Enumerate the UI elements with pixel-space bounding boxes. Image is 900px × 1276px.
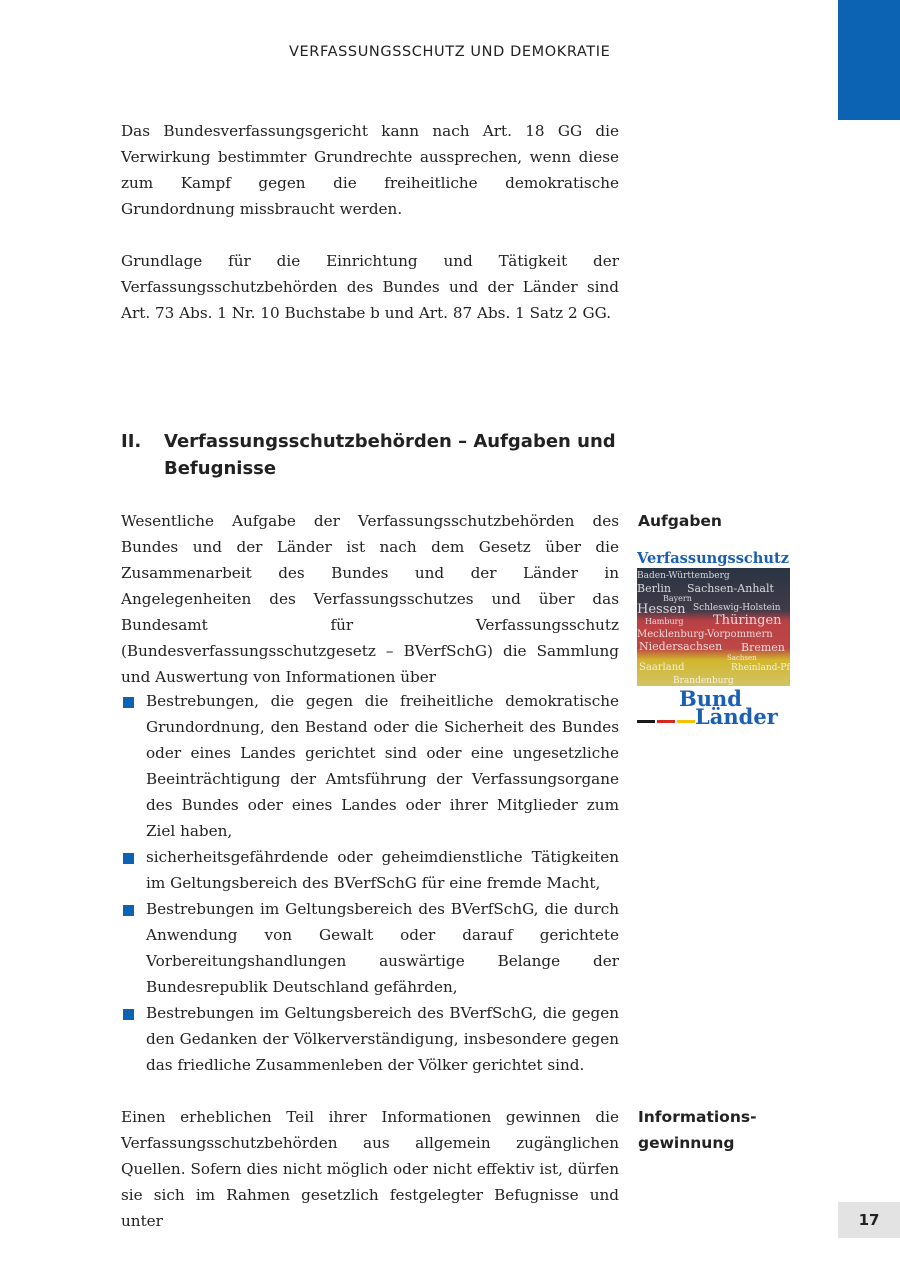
logo-state-label: Hamburg [645,617,684,626]
logo-state-label: Sachsen [727,654,757,662]
margin-note-informationsgewinnung [638,1104,757,1156]
logo-state-label: Bayern [663,594,692,603]
chapter-color-tab [838,0,900,120]
logo-stripe-red [657,720,675,723]
logo-laender: Länder [695,704,778,729]
list-item [121,1000,619,1078]
verfassungsschutz-logo [635,548,803,730]
logo-state-label: Berlin [637,582,671,595]
running-header: VERFASSUNGSSCHUTZ UND DEMOKRATIE [289,44,611,60]
list-item-text: Bestrebungen im Geltungsbereich des BVerfSchG, die gegen den Gedanken der Völkerverständigung, insbesondere gegen das friedliche Zusammenleben der Völker gerichtet sind. [146,1004,619,1074]
logo-state-label: Thüringen [713,613,782,628]
logo-state-label: Sachsen-Anhalt [687,582,774,595]
bullet-square-icon [123,905,134,916]
paragraph-informationsgewinnung: Einen erheblichen Teil ihrer Informationen gewinnen die Verfassungsschutzbehörden aus allgemein zugänglichen Quellen. Sofern dies nicht möglich oder nicht effektiv ist, dürfen sie sich im Rahmen gesetzlich festgelegter Befugnisse und unter [121,1108,619,1230]
section-title: Verfassungsschutzbehörden – Aufgaben und Befugnisse [164,431,616,479]
section-number: II. [121,431,142,452]
logo-state-label: Mecklenburg-Vorpommern [637,629,773,640]
logo-state-label: Hessen [637,602,686,617]
bullet-square-icon [123,853,134,864]
paragraph-art18: Das Bundesverfassungsgericht kann nach Art. 18 GG die Verwirkung bestimmter Grundrechte aussprechen, wenn diese zum Kampf gegen die freiheitliche demokratische Grundordnung missbraucht werden. [121,122,619,218]
logo-state-label: Schleswig-Holstein [693,603,781,613]
bullet-square-icon [123,697,134,708]
logo-stripe-black [637,720,655,723]
logo-state-label: Niedersachsen [639,640,723,653]
list-item-text: Bestrebungen, die gegen die freiheitliche demokratische Grundordnung, den Bestand oder die Sicherheit des Bundes oder eines Landes gerichtet sind oder eine ungesetzliche Beeinträchtigung der Amtsführung der Verfassungsorgane des Bundes oder eines Landes oder ihrer Mitglieder zum Ziel haben, [146,692,619,840]
margin-note-line: gewinnung [638,1134,735,1152]
logo-bund: Bund [679,686,742,711]
logo-state-label: Saarland [639,662,685,673]
margin-note-line: Informations- [638,1108,757,1126]
paragraph-grundlage: Grundlage für die Einrichtung und Tätigkeit der Verfassungsschutzbehörden des Bundes und der Länder sind Art. 73 Abs. 1 Nr. 10 Buchstabe b und Art. 87 Abs. 1 Satz 2 GG. [121,252,619,322]
logo-state-label: Brandenburg [673,676,734,686]
bullet-list [121,688,619,1078]
list-item [121,844,619,896]
bullet-square-icon [123,1009,134,1020]
logo-state-label: Bremen [741,641,785,654]
logo-stripe-gold [677,720,695,723]
list-item [121,688,619,844]
list-item-text: sicherheitsgefährdende oder geheimdienstliche Tätigkeiten im Geltungsbereich des BVerfSchG für eine fremde Macht, [146,848,619,892]
page-number: 17 [838,1202,900,1238]
list-item [121,896,619,1000]
list-item-text: Bestrebungen im Geltungsbereich des BVerfSchG, die durch Anwendung von Gewalt oder darauf gerichtete Vorbereitungshandlungen auswärtige Belange der Bundesrepublik Deutschland gefährden, [146,900,619,996]
margin-note-aufgaben: Aufgaben [638,512,722,530]
logo-state-label: Baden-Württemberg [637,571,730,581]
paragraph-aufgabe: Wesentliche Aufgabe der Verfassungsschutzbehörden des Bundes und der Länder ist nach dem Gesetz über die Zusammenarbeit des Bundes und der Länder in Angelegenheiten des Verfassungsschutzes und über das Bundesamt für Verfassungsschutz (Bundesverfassungsschutzgesetz – BVerfSchG) die Sammlung und Auswertung von Informationen über [121,512,619,686]
logo-state-label: Rheinland-Pfalz [731,663,803,673]
section-heading [121,428,621,482]
logo-title: Verfassungsschutz [635,550,789,567]
